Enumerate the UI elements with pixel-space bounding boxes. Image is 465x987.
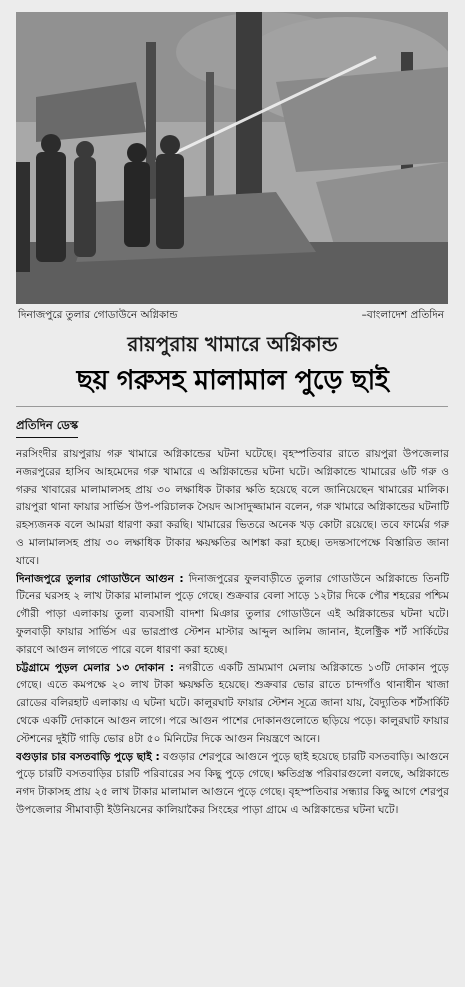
section-paragraph — [16, 571, 449, 660]
photo-credit: –বাংলাদেশ প্রতিদিন — [361, 309, 444, 321]
news-photo-fire-scene — [16, 12, 448, 304]
article-body — [16, 446, 449, 976]
section-heading: দিনাজপুরে তুলার গোডাউনে আগুন : — [16, 572, 184, 585]
section-heading: বগুড়ার চার বসতবাড়ি পুড়ে ছাই : — [16, 750, 160, 763]
photo-caption-row — [16, 306, 448, 324]
section-text: দিনাজপুরের ফুলবাড়ীতে তুলার গোডাউনে অগ্নিকান্ডে তিনটি টিনের ঘরসহ ২ লাখ টাকার মালামাল পুড়ে গেছে। শুক্রবার বেলা সাড়ে ১২টার দিকে পৌর শহরের পশ্চিম গৌরী পাড়া এলাকায় তুলা ব্যবসায়ী বাদশা মিঞার তুলার গোডাউনে এই অগ্নিকান্ডের ঘটনা ঘটে। ফুলবাড়ী ফায়ার সার্ভিস এর ভারপ্রাপ্ত স্টেশন মাস্টার আব্দুল আলিম জানান, ইলেক্ট্রিক শর্ট সার্কিটের কারণে আগুন লাগতে পারে বলে ধারণা করা হচ্ছে। — [16, 572, 449, 656]
section-heading: চট্টগ্রামে পুড়ল মেলার ১৩ দোকান : — [16, 661, 174, 674]
photo-caption: দিনাজপুরে তুলার গোডাউনে অগ্নিকান্ড — [18, 309, 178, 321]
article-kicker: রায়পুরায় খামারে অগ্নিকান্ড — [127, 332, 338, 356]
fire-scene-illustration — [16, 12, 448, 304]
section-text: নগরীতে একটি ভ্রাম্যমাণ মেলায় অগ্নিকান্ডে ১৩টি দোকান পুড়ে গেছে। এতে কমপক্ষে ২০ লাখ টাকা ক্ষয়ক্ষতি হয়েছে। শুক্রবার ভোর রাতে চান্দগাঁও থানাধীন খাজা রোডের বলিরহাট এলাকায় এ ঘটনা ঘটে। কালুরঘাট ফায়ার স্টেশন সূত্রে জানা যায়, বৈদ্যুতিক শর্টসার্কিট থেকে একটি দোকানে আগুন লাগে। পরে আগুন পাশের দোকানগুলোতে ছড়িয়ে পড়ে। কালুরঘাট ফায়ার স্টেশনের দুইটি গাড়ি ভোর ৪টা ৫০ মিনিটের দিকে আগুন নিয়ন্ত্রণে আনে। — [16, 661, 449, 745]
section-paragraph — [16, 749, 449, 820]
article-byline: প্রতিদিন ডেস্ক — [16, 417, 78, 438]
article-headline: ছয় গরুসহ মালামাল পুড়ে ছাই — [76, 365, 389, 396]
lead-paragraph: নরসিংদীর রায়পুরায় গরু খামারে অগ্নিকান্ডের ঘটনা ঘটেছে। বৃহস্পতিবার রাতে রায়পুরা উপজেলার নজরপুরের হাসিব আহমেদের গরু খামারে এ অগ্নিকান্ডের ঘটনা ঘটে। অগ্নিকান্ডে খামারের ৬টি গরু ও গরুর খাবারের মালামালসহ প্রায় ৩০ লক্ষাধিক টাকার ক্ষতি হয়েছে বলে জানিয়েছেন খামারের মালিক। রায়পুরা থানা ফায়ার সার্ভিস উপ-পরিচালক সৈয়দ আসাদুজ্জামান বলেন, গরু খামারে অগ্নিকান্ডের ঘটনাটি রহস্যজনক বলে আমরা ধারণা করা করছি। খামারের ভিতরে অনেক খড় কোটা রয়েছে। তবে ফার্মের গরু ও মালামালসহ প্রায় ৩০ লক্ষাধিক টাকার ক্ষয়ক্ষতির আশঙ্কা করা হচ্ছে। তদন্তসাপেক্ষে বিস্তারিত জানা যাবে। — [16, 448, 449, 567]
section-text: বগুড়ার শেরপুরে আগুনে পুড়ে ছাই হয়েছে চারটি বসতবাড়ি। আগুনে পুড়ে চারটি বসতবাড়ির চারটি পরিবারের সব কিছু পুড়ে গেছে। ক্ষতিগ্রস্ত পরিবারগুলো বলছে, অগ্নিকান্ডে নগদ টাকাসহ প্রায় ২৫ লাখ টাকার মালামাল আগুনে পুড়ে গেছে। বৃহস্পতিবার সন্ধ্যার কিছু আগে শেরপুর উপজেলার সীমাবাড়ী ইউনিয়নের কালিয়াকৈর সিংহের পাড়া গ্রামে এ অগ্নিকান্ডের ঘটনা ঘটে। — [16, 750, 449, 816]
headline-divider — [16, 406, 448, 407]
section-paragraph — [16, 660, 449, 749]
